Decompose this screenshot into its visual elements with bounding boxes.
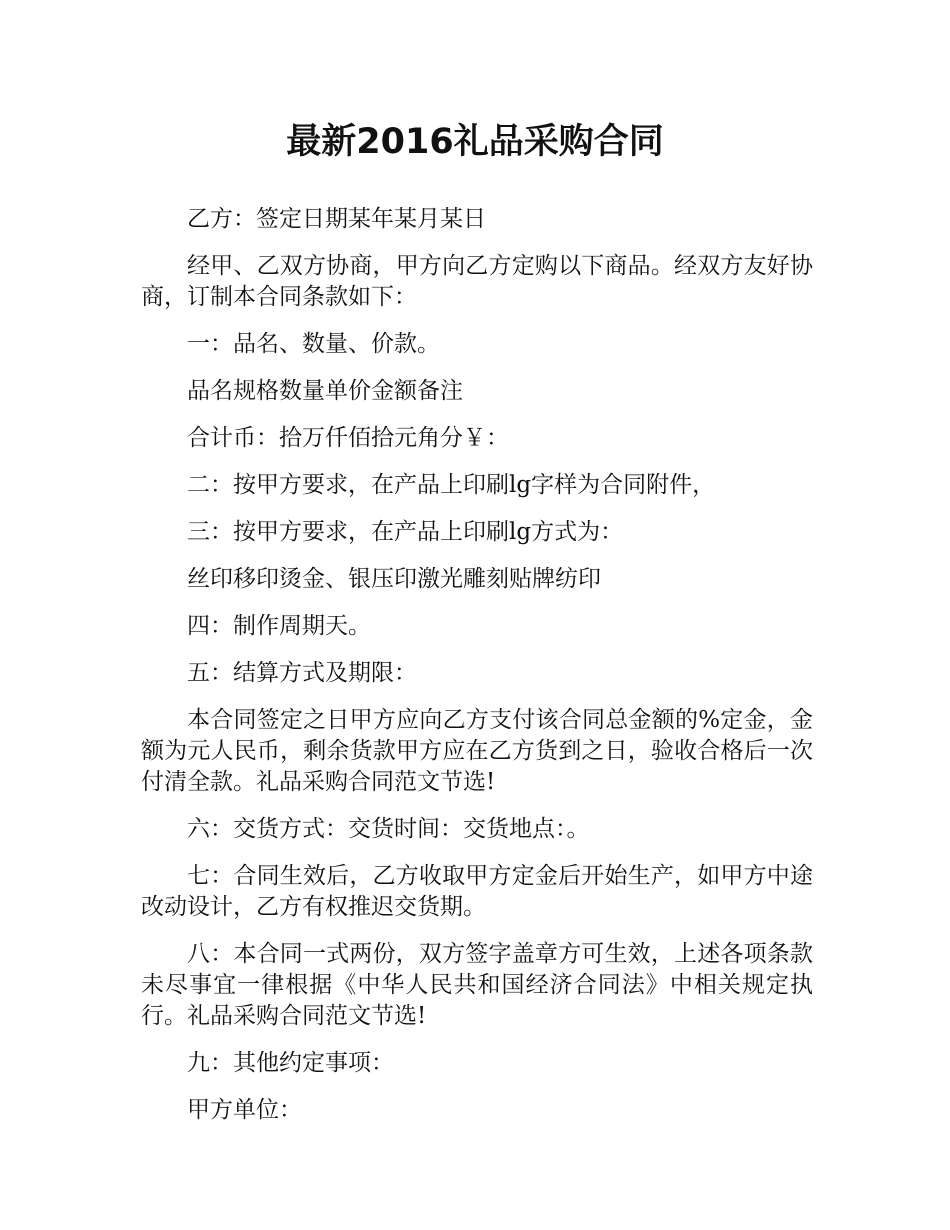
paragraph-clause-5: 五：结算方式及期限： — [187, 660, 417, 686]
paragraph-party-b-date: 乙方：签定日期某年某月某日 — [187, 206, 486, 232]
paragraph-clause-6: 六：交货方式：交货时间：交货地点：。 — [187, 816, 590, 842]
paragraph-clause-7: 七：合同生效后，乙方收取甲方定金后开始生产，如甲方中途改动设计，乙方有权推迟交货期。 — [141, 863, 813, 920]
paragraph-total: 合计币：拾万仟佰拾元角分￥： — [187, 425, 509, 451]
paragraph-clause-4: 四：制作周期天。 — [187, 613, 371, 639]
paragraph-payment-terms: 本合同签定之日甲方应向乙方支付该合同总金额的%定金，金额为元人民币，剩余货款甲方应在乙方货到之日，验收合格后一次付清全款。礼品采购合同范文节选! — [141, 707, 813, 795]
document-body — [141, 204, 813, 1142]
paragraph-clause-3: 三：按甲方要求，在产品上印刷lg方式为： — [187, 519, 624, 545]
paragraph-item-columns: 品名规格数量单价金额备注 — [187, 378, 463, 404]
paragraph-intro: 经甲、乙双方协商，甲方向乙方定购以下商品。经双方友好协商，订制本合同条款如下： — [141, 253, 813, 310]
paragraph-print-methods: 丝印移印烫金、银压印激光雕刻贴牌纺印 — [187, 566, 601, 592]
paragraph-clause-1: 一：品名、数量、价款。 — [187, 331, 440, 357]
paragraph-clause-9: 九：其他约定事项： — [187, 1050, 394, 1076]
document-title: 最新2016礼品采购合同 — [286, 122, 664, 162]
paragraph-clause-2: 二：按甲方要求，在产品上印刷lg字样为合同附件， — [187, 472, 716, 498]
paragraph-party-a-unit: 甲方单位： — [187, 1097, 302, 1123]
paragraph-clause-8: 八：本合同一式两份，双方签字盖章方可生效，上述各项条款未尽事宜一律根据《中华人民共和国经济合同法》中相关规定执行。礼品采购合同范文节选! — [141, 941, 813, 1029]
